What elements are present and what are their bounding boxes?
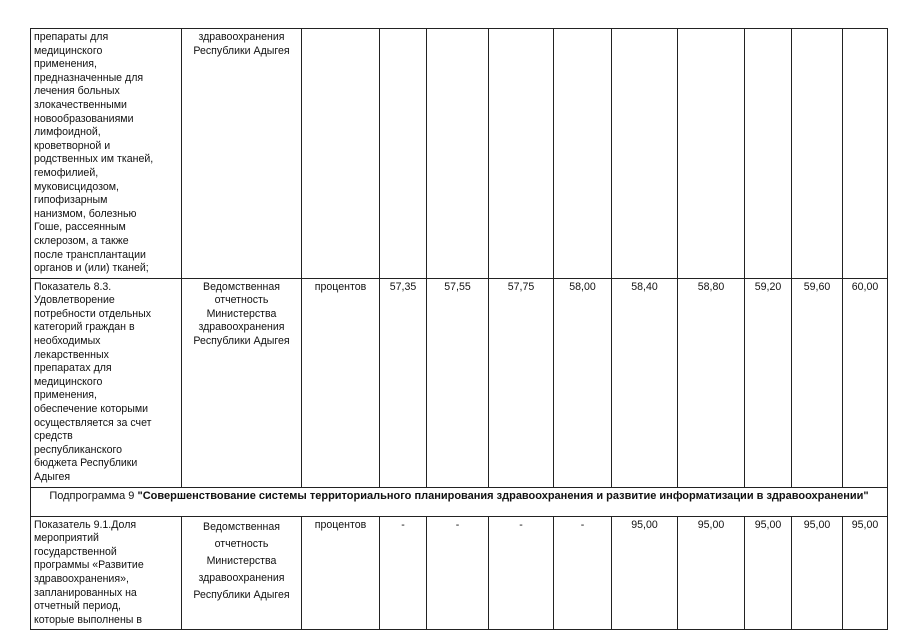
indicators-table — [30, 28, 888, 630]
subprogram-title: "Совершенствование системы территориального планирования здравоохранения и развитие информатизации в здравоохранении" — [137, 489, 869, 502]
indicator-name-cell: Показатель 9.1.Доля мероприятий государственной программы «Развитие здравоохранения», запланированных на отчетный период, которые выполнены в — [31, 516, 182, 630]
unit-cell — [302, 29, 380, 279]
value-cell: 58,40 — [612, 278, 678, 487]
value-cell: 95,00 — [792, 516, 843, 630]
value-cell: 58,80 — [678, 278, 745, 487]
value-cell — [612, 29, 678, 279]
source-cell: здравоохранения Республики Адыгея — [182, 29, 302, 279]
table-row — [31, 516, 888, 630]
value-cell: 57,55 — [427, 278, 489, 487]
source-cell: Ведомственная отчетность Министерства здравоохранения Республики Адыгея — [182, 516, 302, 630]
value-cell — [792, 29, 843, 279]
value-cell — [489, 29, 554, 279]
value-cell: - — [380, 516, 427, 630]
value-cell — [427, 29, 489, 279]
value-cell: - — [554, 516, 612, 630]
unit-cell: процентов — [302, 516, 380, 630]
table-row — [31, 278, 888, 487]
unit-cell: процентов — [302, 278, 380, 487]
subprogram-heading — [31, 487, 888, 516]
source-cell: Ведомственная отчетность Министерства здравоохранения Республики Адыгея — [182, 278, 302, 487]
value-cell: 59,60 — [792, 278, 843, 487]
value-cell — [380, 29, 427, 279]
value-cell — [554, 29, 612, 279]
value-cell: 95,00 — [612, 516, 678, 630]
subprogram-row — [31, 487, 888, 516]
value-cell: 95,00 — [678, 516, 745, 630]
value-cell: - — [427, 516, 489, 630]
table-row — [31, 29, 888, 279]
value-cell: 57,35 — [380, 278, 427, 487]
value-cell — [843, 29, 888, 279]
value-cell — [745, 29, 792, 279]
value-cell: 59,20 — [745, 278, 792, 487]
indicator-name-cell: препараты для медицинского применения, предназначенные для лечения больных злокачественными новообразованиями лимфоидной, кроветворной и родственных им тканей, гемофилией, муковисцидозом, гипофизарным нанизмом, болезнью Гоше, рассеянным склерозом, а также после трансплантации органов и (или) тканей; — [31, 29, 182, 279]
value-cell — [678, 29, 745, 279]
value-cell: 95,00 — [843, 516, 888, 630]
value-cell: 58,00 — [554, 278, 612, 487]
value-cell: 57,75 — [489, 278, 554, 487]
value-cell: 60,00 — [843, 278, 888, 487]
indicator-name-cell: Показатель 8.3. Удовлетворение потребности отдельных категорий граждан в необходимых лекарственных препаратах для медицинского применения, обеспечение которыми осуществляется за счет средств республиканского бюджета Республики Адыгея — [31, 278, 182, 487]
subprogram-prefix: Подпрограмма 9 — [49, 489, 138, 502]
value-cell: - — [489, 516, 554, 630]
value-cell: 95,00 — [745, 516, 792, 630]
